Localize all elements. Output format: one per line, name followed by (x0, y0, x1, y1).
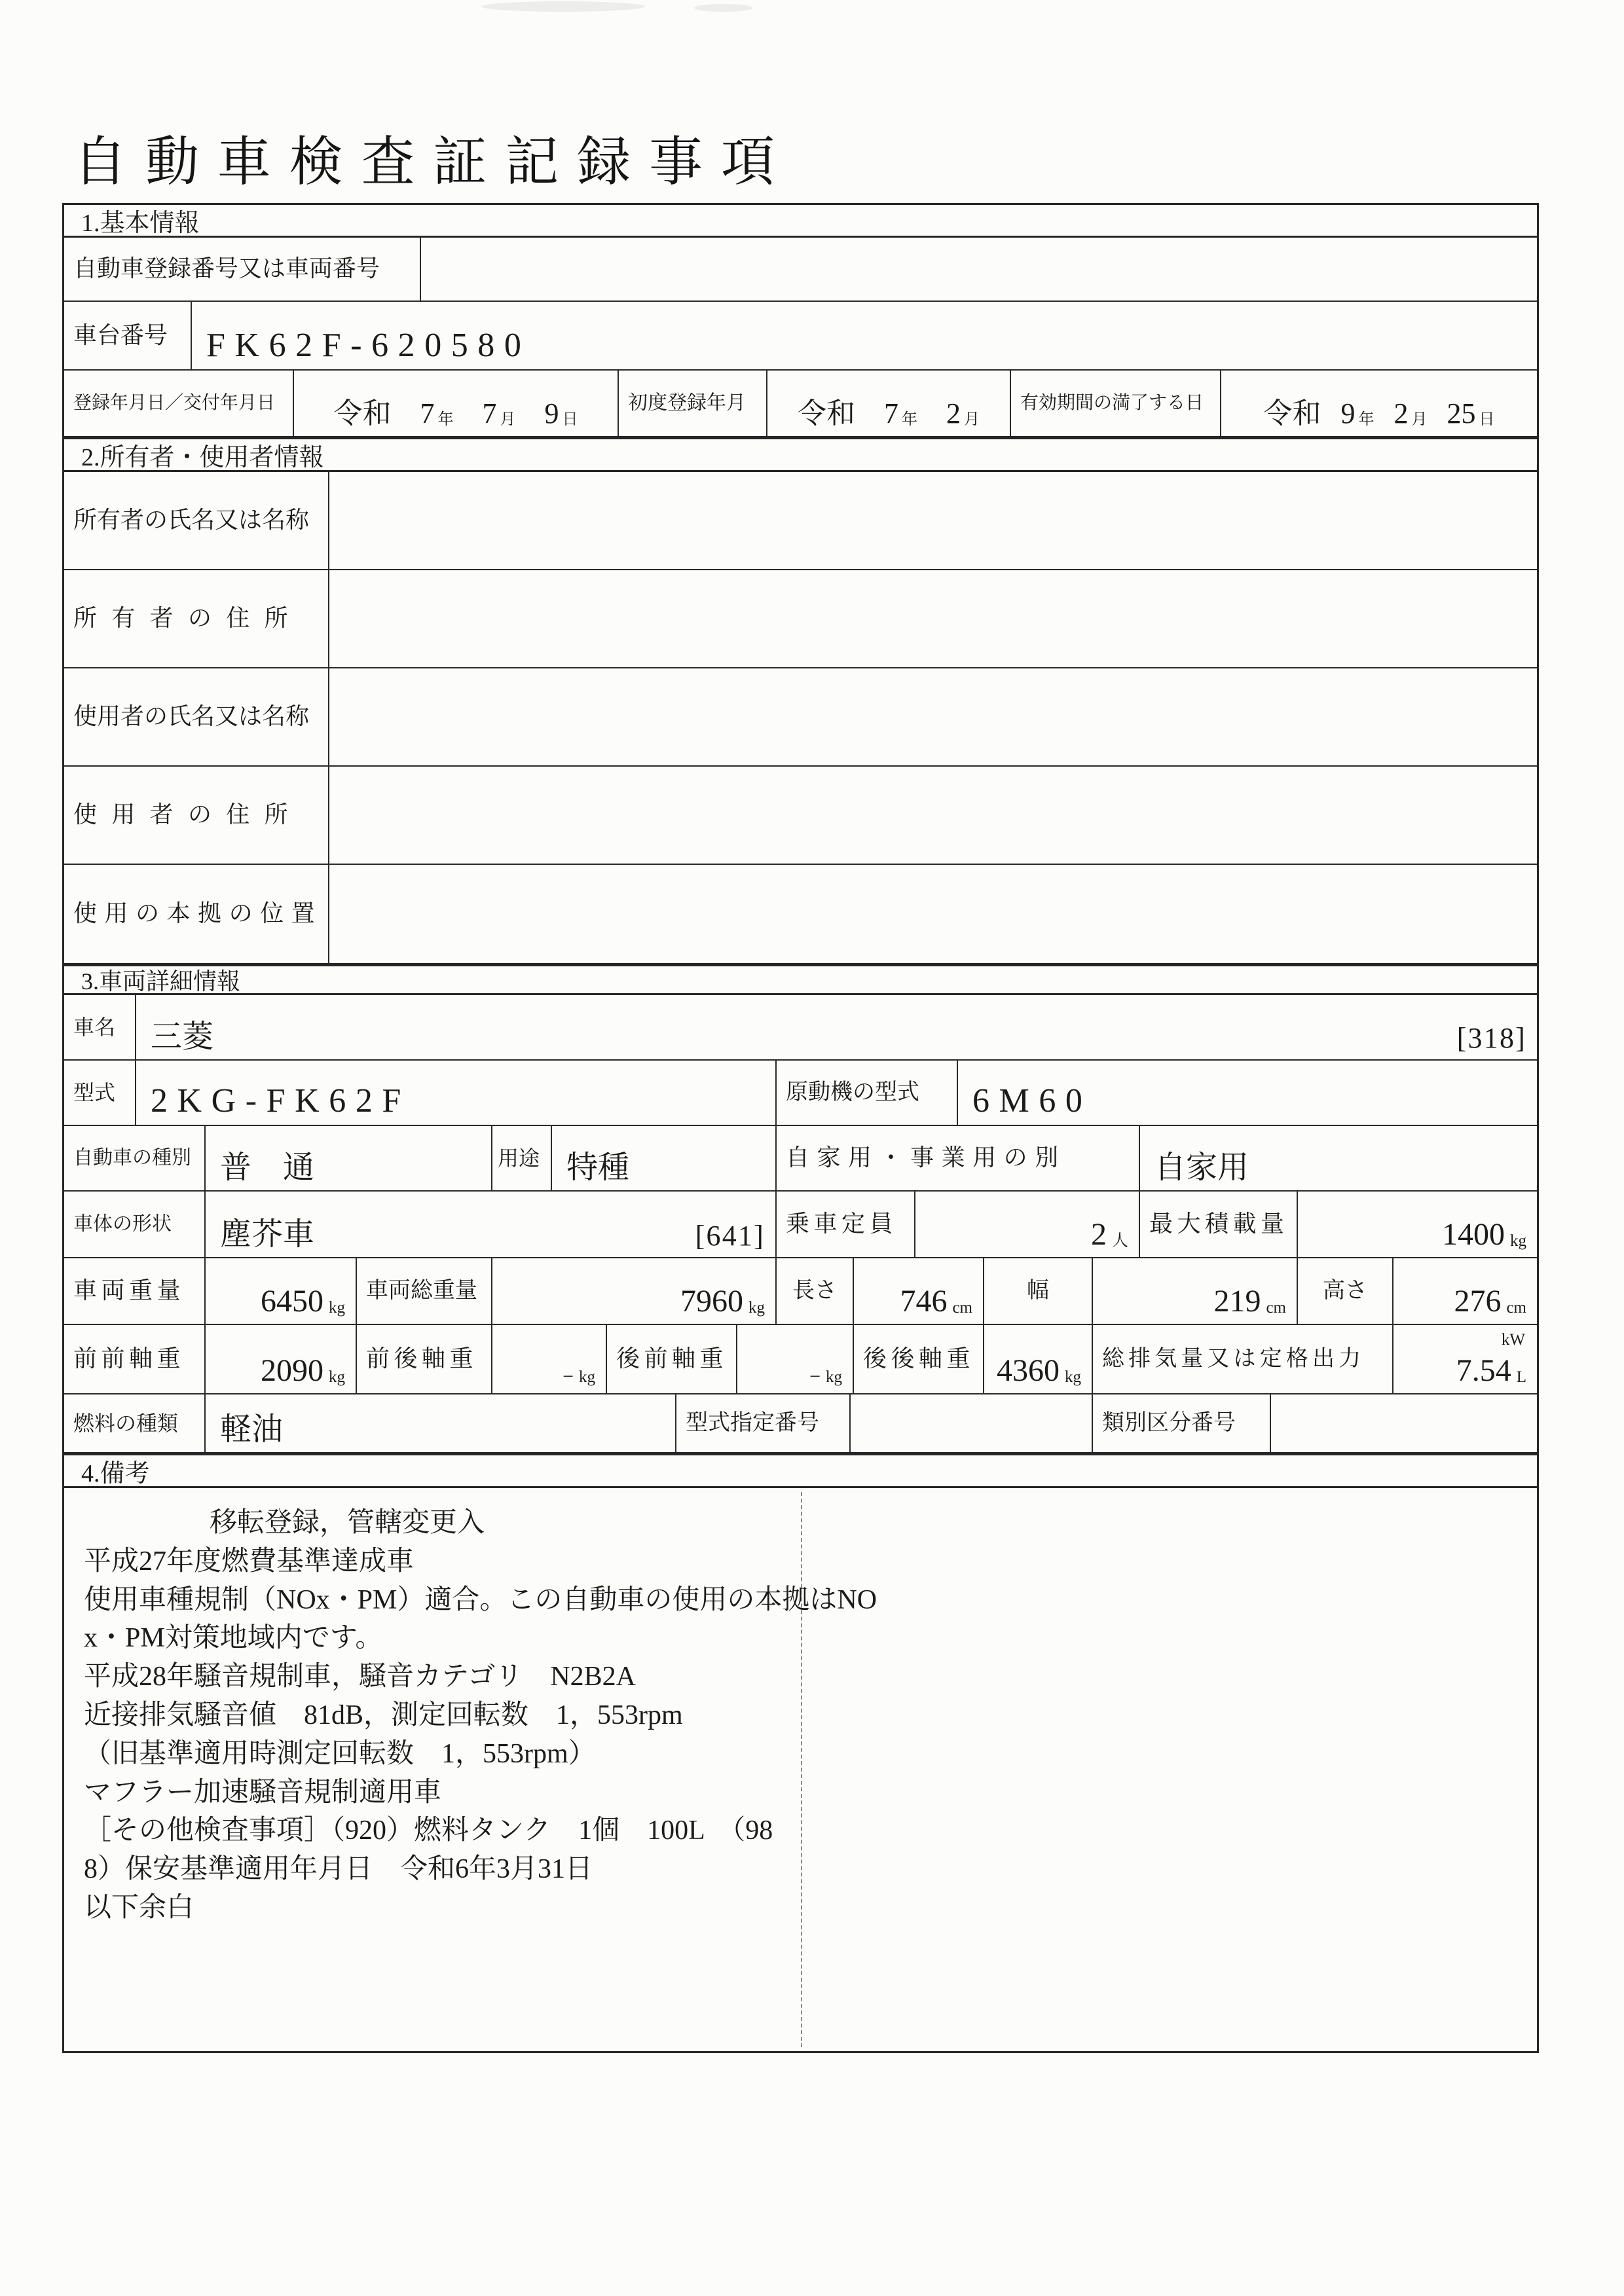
scan-artifact (694, 4, 753, 12)
month: 2 月 (946, 397, 980, 429)
era: 令和 (333, 397, 392, 429)
chassis-number-text: FK62F-620580 (206, 327, 531, 364)
remark-line: x・PM対策地域内です。 (84, 1623, 383, 1654)
section-vehicle-details (62, 964, 1539, 1454)
body-shape-value (206, 1192, 777, 1257)
row-chassis-number (64, 302, 1537, 371)
row-user-address (64, 767, 1537, 865)
use-type-label: 用途 (492, 1126, 552, 1190)
base-location-label: 使用の本拠の位置 (64, 865, 329, 963)
chassis-number-label: 車台番号 (64, 302, 192, 369)
owner-address-label: 所有者の住所 (64, 570, 329, 667)
row-registration-number (64, 238, 1537, 302)
engine-model-text: 6M60 (972, 1082, 1092, 1120)
row-dates (64, 371, 1537, 436)
user-name-value (329, 668, 1537, 765)
section-remarks (62, 1453, 1539, 2053)
vehicle-class-value: 普 通 (206, 1126, 492, 1190)
month: 7 月 (482, 397, 516, 429)
type-designation-label: 型式指定番号 (676, 1394, 851, 1452)
category-number-label: 類別区分番号 (1093, 1394, 1271, 1452)
remark-line: マフラー加速騒音規制適用車 (84, 1777, 442, 1808)
month: 2 月 (1393, 397, 1428, 429)
row-body-capacity-load (64, 1192, 1537, 1258)
car-name-code: [318] (1456, 1022, 1526, 1054)
remark-line: ［その他検査事項］（920）燃料タンク 1個 100L （98 (84, 1815, 773, 1846)
use-type-value: 特種 (552, 1126, 777, 1190)
page-title: 自動車検査証記録事項 (73, 132, 793, 192)
model-label: 型式 (64, 1061, 136, 1125)
gross-weight-label: 車両総重量 (357, 1258, 492, 1324)
model-text: 2KG-FK62F (151, 1082, 411, 1120)
gross-weight-value: 7960 kg (492, 1258, 777, 1324)
row-base-location (64, 865, 1537, 963)
axle-front-front-value: 2090 kg (206, 1325, 357, 1393)
section1-header: 1.基本情報 (64, 205, 1537, 238)
owner-address-value (329, 570, 1537, 667)
max-load-value: 1400 kg (1442, 1217, 1526, 1252)
private-business-value: 自家用 (1154, 1150, 1249, 1185)
axle-front-front-label: 前前軸重 (64, 1325, 206, 1393)
remark-line: （旧基準適用時測定回転数 1，553rpm） (84, 1738, 596, 1769)
remark-line: 近接排気騒音値 81dB，測定回転数 1，553rpm (84, 1700, 683, 1730)
height-label: 高さ (1298, 1258, 1393, 1324)
era: 令和 (1263, 397, 1321, 429)
registration-number-value (421, 238, 1537, 301)
first-registration-label: 初度登録年月 (619, 371, 767, 436)
row-axle-weights (64, 1325, 1537, 1394)
row-class-use (64, 1126, 1537, 1192)
axle-front-rear-value: − kg (492, 1325, 607, 1393)
car-name-value (136, 995, 1537, 1059)
car-name-label: 車名 (64, 995, 136, 1059)
remark-line: 移転登録，管轄変更入 (210, 1508, 485, 1538)
owner-name-label: 所有者の氏名又は名称 (64, 472, 329, 569)
engine-model-label: 原動機の型式 (777, 1061, 958, 1125)
row-owner-name (64, 472, 1537, 570)
remark-line: 使用車種規制（NOx・PM）適合。この自動車の使用の本拠はNO (84, 1584, 877, 1615)
engine-model-value (958, 1061, 1537, 1125)
max-load-label: 最大積載量 (1140, 1192, 1298, 1257)
axle-rear-front-value: − kg (737, 1325, 854, 1393)
vehicle-weight-label: 車両重量 (64, 1258, 206, 1324)
axle-rear-front-label: 後前軸重 (607, 1325, 737, 1393)
base-location-value (329, 865, 1537, 963)
length-value: 746 cm (854, 1258, 984, 1324)
remark-line: 以下余白 (84, 1892, 194, 1923)
remarks-divider-dashed-line (801, 1492, 802, 2047)
section2-header: 2.所有者・使用者情報 (64, 439, 1537, 472)
vehicle-class-label: 自動車の種別 (64, 1126, 206, 1190)
registration-date-label: 登録年月日／交付年月日 (64, 371, 294, 436)
axle-rear-rear-value: 4360 kg (984, 1325, 1093, 1393)
remarks-box (64, 1488, 1537, 2051)
width-value: 219 cm (1093, 1258, 1298, 1324)
owner-name-value (329, 472, 1537, 569)
car-name-text: 三菱 (151, 1019, 214, 1054)
fuel-type-label: 燃料の種類 (64, 1394, 206, 1452)
year: 9 年 (1340, 397, 1375, 429)
day: 25 日 (1447, 397, 1495, 429)
displacement-power-value: kW 7.54 L (1456, 1331, 1526, 1388)
section-basic-info (62, 203, 1539, 438)
year: 7 年 (420, 397, 454, 429)
type-designation-value (851, 1394, 1093, 1452)
category-number-value (1271, 1394, 1537, 1452)
row-owner-address (64, 570, 1537, 668)
first-registration-value (767, 371, 1011, 436)
expiry-date-value (1221, 371, 1537, 436)
document-table (62, 203, 1539, 2053)
remark-line: 8）保安基準適用年月日 令和6年3月31日 (84, 1854, 593, 1885)
capacity-value: 2 人 (915, 1192, 1140, 1257)
length-label: 長さ (777, 1258, 854, 1324)
remark-line: 平成28年騒音規制車，騒音カテゴリ N2B2A (84, 1662, 636, 1692)
scan-artifact (481, 1, 645, 12)
day: 9 日 (544, 397, 578, 429)
axle-front-rear-label: 前後軸重 (357, 1325, 492, 1393)
capacity-label: 乗車定員 (777, 1192, 915, 1257)
user-name-label: 使用者の氏名又は名称 (64, 668, 329, 765)
row-car-name (64, 995, 1537, 1061)
section-owner-user-info (62, 437, 1539, 965)
row-model (64, 1061, 1537, 1126)
width-label: 幅 (984, 1258, 1093, 1324)
height-value: 276 cm (1454, 1284, 1526, 1319)
displacement-power-label: 総排気量又は定格出力 (1093, 1325, 1393, 1393)
body-shape-label: 車体の形状 (64, 1192, 206, 1257)
expiry-date-label: 有効期間の満了する日 (1011, 371, 1221, 436)
chassis-number-value (192, 302, 1537, 369)
body-shape-code: [641] (695, 1220, 765, 1252)
fuel-type-value: 軽油 (206, 1394, 676, 1452)
vehicle-weight-value: 6450 kg (206, 1258, 357, 1324)
registration-number-label: 自動車登録番号又は車両番号 (64, 238, 421, 301)
user-address-value (329, 767, 1537, 864)
section3-header: 3.車両詳細情報 (64, 966, 1537, 995)
body-shape-text: 塵芥車 (220, 1217, 315, 1252)
era: 令和 (798, 397, 855, 429)
year: 7 年 (884, 397, 917, 429)
power-unit-kw: kW (1501, 1331, 1525, 1349)
private-business-label: 自家用・事業用の別 (777, 1126, 1140, 1190)
row-fuel-type-numbers (64, 1394, 1537, 1452)
row-weights-dimensions (64, 1258, 1537, 1325)
registration-date-value (294, 371, 619, 436)
section4-header: 4.備考 (64, 1455, 1537, 1488)
axle-rear-rear-label: 後後軸重 (854, 1325, 984, 1393)
remark-line: 平成27年度燃費基準達成車 (84, 1546, 415, 1576)
model-value (136, 1061, 777, 1125)
user-address-label: 使用者の住所 (64, 767, 329, 864)
row-user-name (64, 668, 1537, 767)
